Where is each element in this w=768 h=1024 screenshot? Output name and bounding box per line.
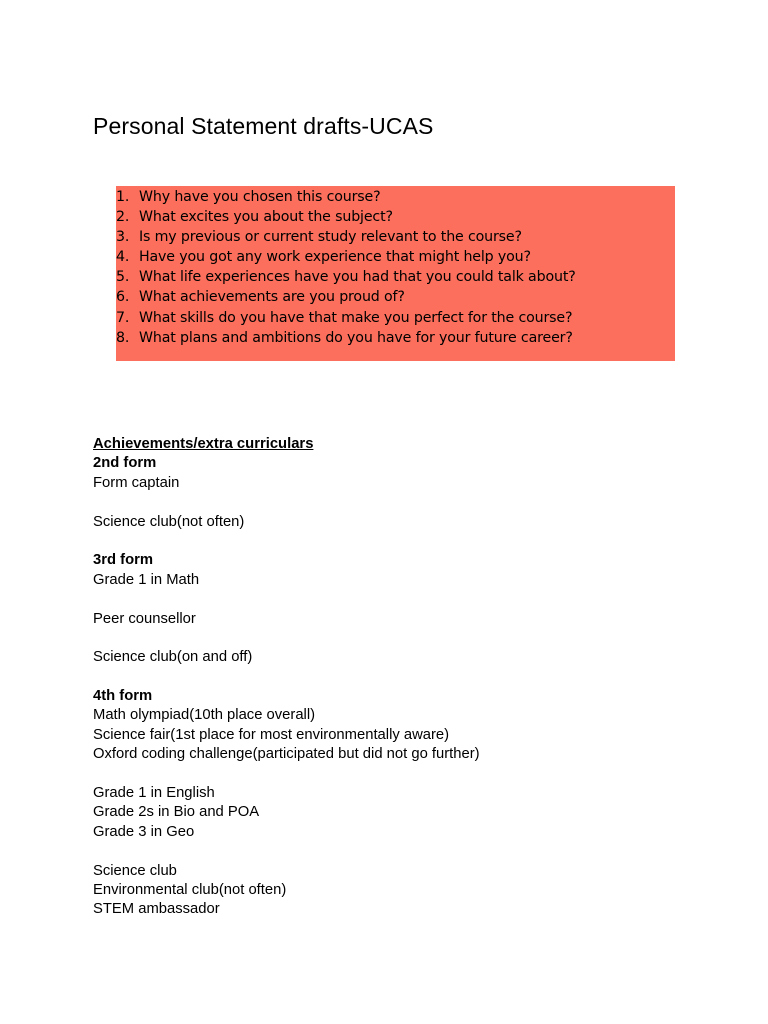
- achievement-item: Science club(on and off): [93, 649, 253, 666]
- question-text: Why have you chosen this course?: [139, 189, 381, 205]
- question-number: 3.: [116, 229, 130, 246]
- achievements-heading: Achievements/extra curriculars: [93, 436, 314, 452]
- achievement-item: Oxford coding challenge(participated but did not go further): [93, 746, 480, 763]
- question-number: 1.: [116, 189, 130, 205]
- second-form-heading: 2nd form: [93, 455, 157, 472]
- question-text: What achievements are you proud of?: [139, 289, 405, 306]
- fourth-form-heading: 4th form: [93, 688, 153, 705]
- question-item: [116, 247, 675, 267]
- question-number: 2.: [116, 209, 130, 226]
- blank-line: [93, 493, 693, 512]
- question-number: 5.: [116, 269, 130, 286]
- blank-line: [93, 765, 693, 784]
- question-item: [116, 328, 675, 348]
- blank-line: [93, 532, 693, 551]
- question-item: [116, 267, 675, 287]
- blank-line: [93, 590, 693, 609]
- question-text: Is my previous or current study relevant to the course?: [139, 229, 522, 246]
- question-text: What life experiences have you had that you could talk about?: [139, 269, 576, 286]
- question-text: Have you got any work experience that might help you?: [139, 249, 531, 266]
- question-number: 8.: [116, 329, 130, 346]
- blank-line: [93, 842, 693, 861]
- achievement-item: Grade 3 in Geo: [93, 823, 195, 840]
- question-item: [116, 308, 675, 328]
- achievement-item: Form captain: [93, 474, 180, 491]
- achievement-item: Peer counsellor: [93, 610, 196, 627]
- question-text: What excites you about the subject?: [139, 209, 393, 226]
- third-form-heading: 3rd form: [93, 552, 154, 569]
- achievement-item: Science fair(1st place for most environmentally aware): [93, 726, 450, 743]
- achievement-item: Grade 2s in Bio and POA: [93, 804, 260, 821]
- question-item: [116, 207, 675, 227]
- achievement-item: Grade 1 in Math: [93, 571, 200, 588]
- question-item: [116, 187, 675, 207]
- guiding-questions-box: [116, 186, 675, 361]
- guiding-questions-list: [116, 187, 675, 348]
- document-title: Personal Statement drafts-UCAS: [93, 113, 434, 139]
- achievement-item: Science club(not often): [93, 513, 245, 530]
- achievement-item: Grade 1 in English: [93, 785, 215, 802]
- question-number: 6.: [116, 289, 130, 306]
- question-item: [116, 227, 675, 247]
- achievement-item: Science club: [93, 862, 177, 879]
- achievement-item: Environmental club(not often): [93, 881, 287, 898]
- blank-line: [93, 668, 693, 687]
- question-text: What plans and ambitions do you have for your future career?: [139, 329, 573, 346]
- question-number: 7.: [116, 309, 130, 326]
- question-text: What skills do you have that make you perfect for the course?: [139, 309, 573, 326]
- achievements-section: [93, 435, 693, 920]
- question-number: 4.: [116, 249, 130, 266]
- blank-line: [93, 629, 693, 648]
- question-item: [116, 287, 675, 307]
- achievement-item: STEM ambassador: [93, 901, 220, 918]
- achievement-item: Math olympiad(10th place overall): [93, 707, 316, 724]
